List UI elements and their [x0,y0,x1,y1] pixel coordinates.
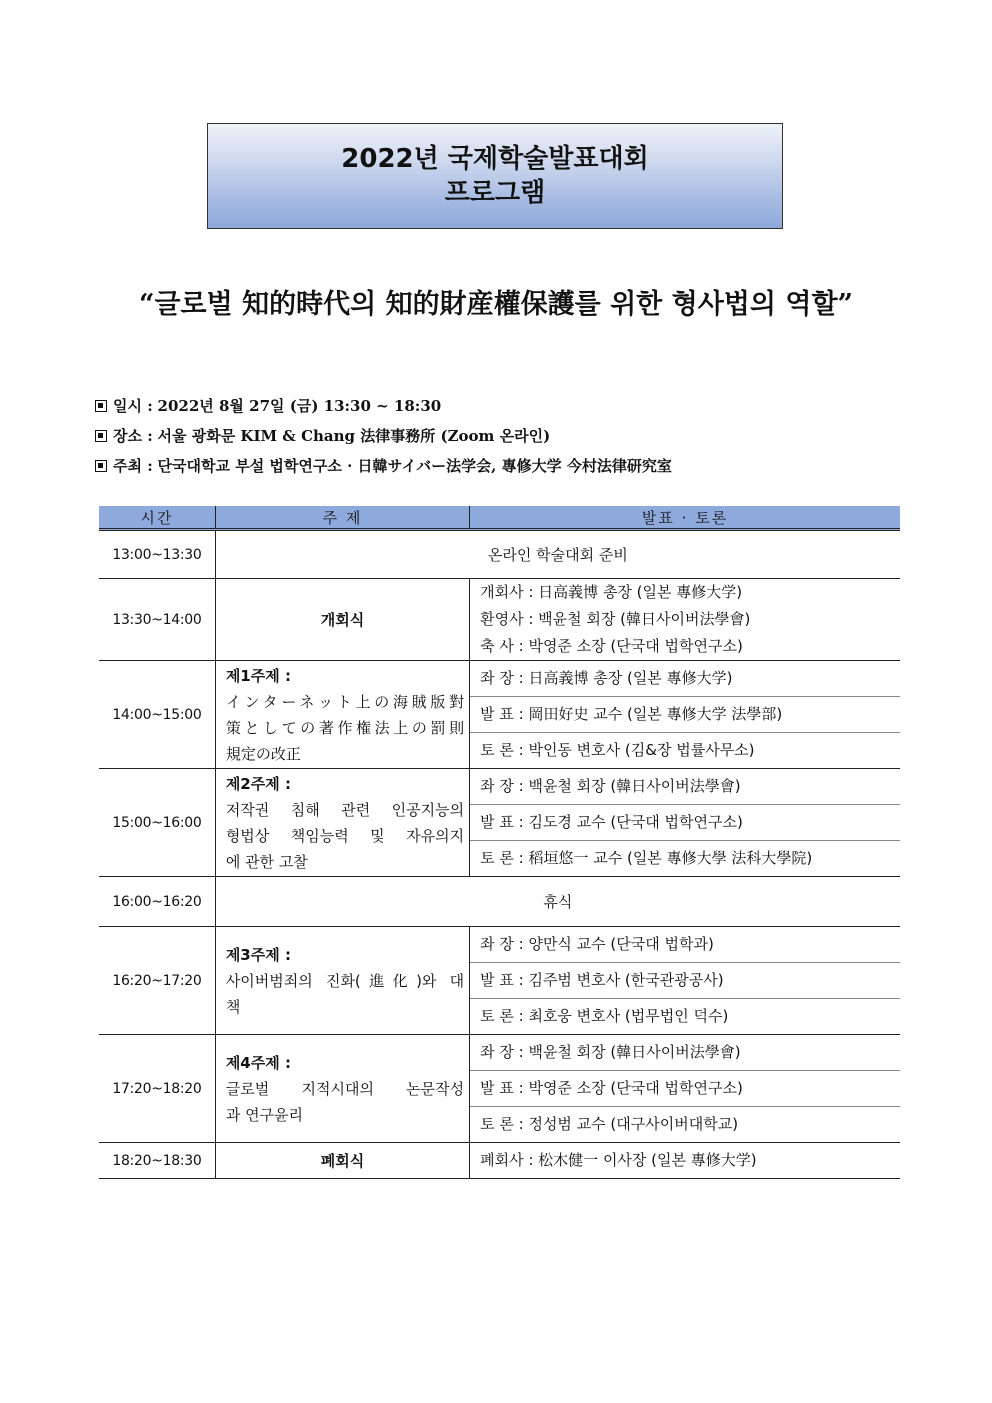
info-host-label: 주최 : [113,457,153,475]
header-time: 시간 [99,506,215,530]
info-host-value: 단국대학교 부설 법학연구소 · 日韓サイバー法学会, 專修大学 今村法律研究室 [157,457,672,475]
table-row [99,927,900,963]
topic-cell [215,661,469,769]
topic-cell: 개회식 [215,579,469,661]
table-row [99,661,900,697]
topic-cell [215,927,469,1035]
presentation-line: 축 사 : 박영준 소장 (단국대 법학연구소) [480,637,743,655]
program-title-line2: 프로그램 [444,178,546,208]
program-table [99,506,900,1179]
topic-line: 책 [225,997,241,1016]
presentation-line: 토 론 : 최호웅 변호사 (법무법인 덕수) [470,999,900,1035]
topic-line: 제4주제 : [225,1053,291,1072]
time-cell: 17:20~18:20 [99,1035,215,1143]
presentation-cell [470,579,900,661]
presentation-line: 좌 장 : 백윤철 회장 (韓日사이버法學會) [470,1035,900,1071]
time-cell: 18:20~18:30 [99,1143,215,1179]
time-cell: 13:30~14:00 [99,579,215,661]
merged-cell: 온라인 학술대회 준비 [215,530,900,579]
table-row [99,530,900,579]
presentation-line: 좌 장 : 日高義博 총장 (일본 專修大学) [470,661,900,697]
topic-line: 제3주제 : [225,945,291,964]
topic-line: 저작권 침해 관련 인공지능의 [225,800,465,819]
topic-line: 策としての著作権法上の罰則 [225,718,465,737]
topic-line: 제2주제 : [225,774,291,793]
presentation-line: 좌 장 : 백윤철 회장 (韓日사이버法學會) [470,769,900,805]
topic-line: 과 연구윤리 [225,1105,304,1124]
info-host [95,455,672,476]
topic-cell [215,769,469,877]
program-title-box [207,123,783,229]
presentation-line: 발 표 : 김주범 변호사 (한국관광공사) [470,963,900,999]
time-cell: 16:20~17:20 [99,927,215,1035]
table-row [99,1143,900,1179]
time-cell: 15:00~16:00 [99,769,215,877]
topic-line: 제1주제 : [225,666,291,685]
header-presentation: 발표 · 토론 [470,506,900,530]
program-title-line1: 2022년 국제학술발표대회 [341,144,649,174]
topic-line: 規定の改正 [225,744,301,763]
time-cell: 13:00~13:30 [99,530,215,579]
info-venue-value: 서울 광화문 KIM & Chang 法律事務所 (Zoom 온라인) [157,427,551,445]
info-date [95,395,441,416]
topic-line: 에 관한 고찰 [225,852,308,871]
topic-cell [215,1035,469,1143]
topic-line: 형법상 책임능력 및 자유의지 [225,826,465,845]
topic-line: 글로벌 지적시대의 논문작성 [225,1079,465,1098]
presentation-line: 토 론 : 정성범 교수 (대구사이버대학교) [470,1107,900,1143]
info-venue-label: 장소 : [113,427,153,445]
table-row [99,579,900,661]
presentation-line: 토 론 : 박인동 변호사 (김&장 법률사무소) [470,733,900,769]
info-date-label: 일시 : [113,397,153,415]
presentation-line: 발 표 : 박영준 소장 (단국대 법학연구소) [470,1071,900,1107]
presentation-line: 폐회사 : 松木健一 이사장 (일본 專修大学) [470,1143,900,1179]
topic-line: インターネット上の海賊版對 [225,692,465,711]
presentation-line: 좌 장 : 양만식 교수 (단국대 법학과) [470,927,900,963]
time-cell: 14:00~15:00 [99,661,215,769]
merged-cell: 휴식 [215,877,900,927]
info-date-value: 2022년 8월 27일 (금) 13:30 ~ 18:30 [157,397,442,415]
topic-line: 사이버범죄의 진화(進化)와 대 [225,971,465,990]
table-row [99,877,900,927]
conference-theme: “글로벌 知的時代의 知的財産權保護를 위한 형사법의 역할” [138,289,854,320]
table-row [99,769,900,805]
presentation-line: 토 론 : 稻垣悠一 교수 (일본 專修大學 法科大學院) [470,841,900,877]
table-header-row [99,506,900,530]
square-bullet-icon [95,460,107,472]
presentation-line: 개회사 : 日高義博 총장 (일본 專修大学) [480,583,743,601]
presentation-line: 발 표 : 岡田好史 교수 (일본 專修大学 法學部) [470,697,900,733]
header-topic: 주 제 [215,506,469,530]
table-row [99,1035,900,1071]
square-bullet-icon [95,400,107,412]
info-venue [95,425,550,446]
presentation-line: 발 표 : 김도경 교수 (단국대 법학연구소) [470,805,900,841]
square-bullet-icon [95,430,107,442]
presentation-line: 환영사 : 백윤철 회장 (韓日사이버法學會) [480,610,751,628]
topic-cell: 폐회식 [215,1143,469,1179]
time-cell: 16:00~16:20 [99,877,215,927]
